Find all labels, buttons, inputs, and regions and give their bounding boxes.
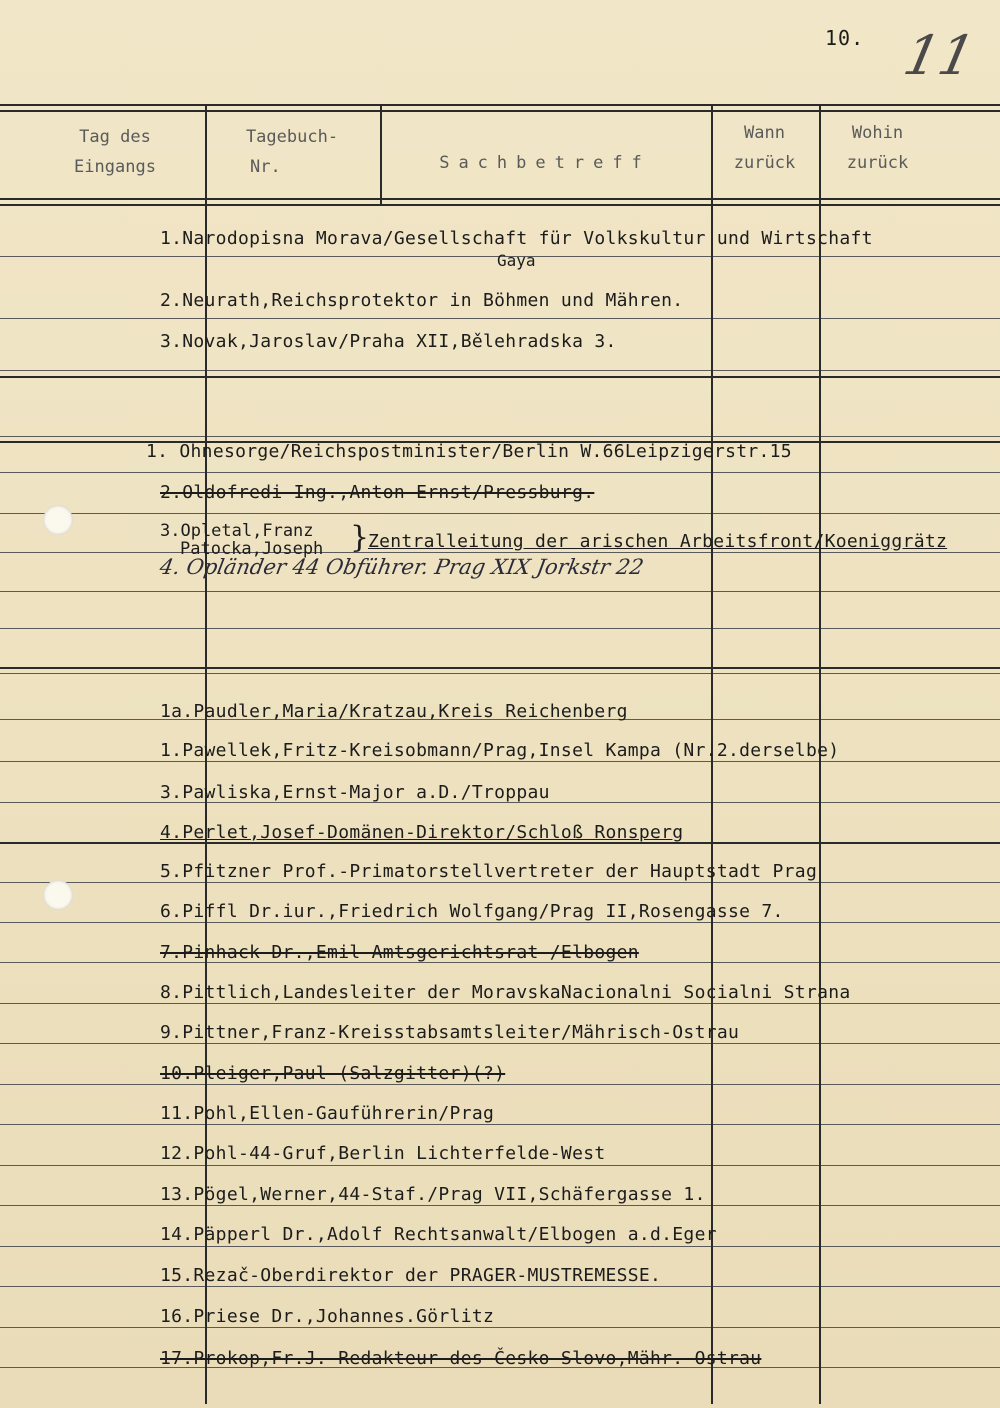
rule xyxy=(0,370,1000,371)
punch-hole xyxy=(43,505,73,535)
rule xyxy=(0,1327,1000,1328)
entry-p-9: 9.Pittner,Franz-Kreisstabsamtsleiter/Mährisch-Ostrau xyxy=(160,1022,740,1043)
rule xyxy=(0,628,1000,629)
rule xyxy=(0,318,1000,319)
entry-o-4-handwritten: 4. Opländer 44 Obführer. Prag XIX Jorkstr 22 xyxy=(157,555,646,579)
entry-n-1: 1.Narodopisna Morava/Gesellschaft für Volkskultur und Wirtschaft xyxy=(160,228,873,249)
entry-p-17: 17.Prokop,Fr.J. Redakteur des Česko Slovo,Mähr.-Ostrau xyxy=(160,1348,762,1369)
entry-o-3-subject: Zentralleitung der arischen Arbeitsfront/Koeniggrätz xyxy=(368,531,948,552)
entry-o-3-line1: 3.Opletal,Franz xyxy=(160,521,314,541)
rule xyxy=(0,376,1000,378)
entry-p-3: 3.Pawliska,Ernst-Major a.D./Troppau xyxy=(160,782,550,803)
brace-symbol: } xyxy=(350,520,370,555)
entry-p-11: 11.Pohl,Ellen-Gauführerin/Prag xyxy=(160,1103,495,1124)
entry-p-15: 15.Rezač-Oberdirektor der PRAGER-MUSTREMESSE. xyxy=(160,1265,662,1286)
rule xyxy=(0,1124,1000,1125)
punch-hole xyxy=(43,880,73,910)
entry-p-16: 16.Priese Dr.,Johannes.Görlitz xyxy=(160,1306,495,1327)
entry-p-8: 8.Pittlich,Landesleiter der MoravskaNacionalni Socialni Strana xyxy=(160,982,851,1003)
rule xyxy=(0,667,1000,669)
rule xyxy=(0,104,1000,106)
rule xyxy=(0,198,1000,200)
header-date: Tag des Eingangs xyxy=(74,127,156,177)
rule xyxy=(0,472,1000,473)
entry-n-1-sub: Gaya xyxy=(497,251,536,270)
page-number: 10. xyxy=(825,26,865,50)
entry-p-5: 5.Pfitzner Prof.-Primatorstellvertreter der Hauptstadt Prag xyxy=(160,861,818,882)
header-when-returned: Wann zurück xyxy=(733,123,796,173)
entry-p-1a: 1a.Paudler,Maria/Kratzau,Kreis Reichenberg xyxy=(160,701,628,722)
header-diary-number: Tagebuch- Nr. xyxy=(245,127,339,177)
handwritten-folio: 11 xyxy=(898,24,981,87)
rule xyxy=(0,1246,1000,1247)
entry-n-3: 3.Novak,Jaroslav/Praha XII,Bělehradska 3. xyxy=(160,331,617,352)
header-subject: Sachbetreff xyxy=(439,153,651,173)
entry-n-2: 2.Neurath,Reichsprotektor in Böhmen und Mähren. xyxy=(160,290,684,311)
rule xyxy=(0,436,1000,437)
entry-p-4: 4.Perlet,Josef-Domänen-Direktor/Schloß Ronsperg xyxy=(160,822,684,843)
rule xyxy=(0,513,1000,514)
header-where-returned: Wohin zurück xyxy=(846,123,909,173)
rule xyxy=(0,673,1000,674)
entry-o-2: 2.Oldofredi Ing.,Anton Ernst/Pressburg. xyxy=(160,482,595,503)
entry-p-10: 10.Pleiger,Paul (Salzgitter)(?) xyxy=(160,1063,506,1084)
rule xyxy=(0,110,1000,112)
entry-p-14: 14.Päpperl Dr.,Adolf Rechtsanwalt/Elbogen a.d.Eger xyxy=(160,1224,717,1245)
entry-p-13: 13.Pögel,Werner,44-Staf./Prag VII,Schäfergasse 1. xyxy=(160,1184,706,1205)
rule xyxy=(0,1165,1000,1166)
entry-p-7: 7.Pinhack Dr.,Emil-Amtsgerichtsrat /Elbogen xyxy=(160,942,639,963)
entry-p-1: 1.Pawellek,Fritz-Kreisobmann/Prag,Insel Kampa (Nr.2.derselbe) xyxy=(160,740,840,761)
entry-p-12: 12.Pohl-44-Gruf,Berlin Lichterfelde-West xyxy=(160,1143,606,1164)
entry-p-6: 6.Piffl Dr.iur.,Friedrich Wolfgang/Prag II,Rosengasse 7. xyxy=(160,901,784,922)
column-rule xyxy=(380,104,382,204)
entry-o-1: 1. Ohnesorge/Reichspostminister/Berlin W.66Leipzigerstr.15 xyxy=(146,441,792,462)
rule xyxy=(0,591,1000,592)
rule xyxy=(0,204,1000,206)
entry-o-3-line2: Patocka,Joseph xyxy=(180,539,324,559)
